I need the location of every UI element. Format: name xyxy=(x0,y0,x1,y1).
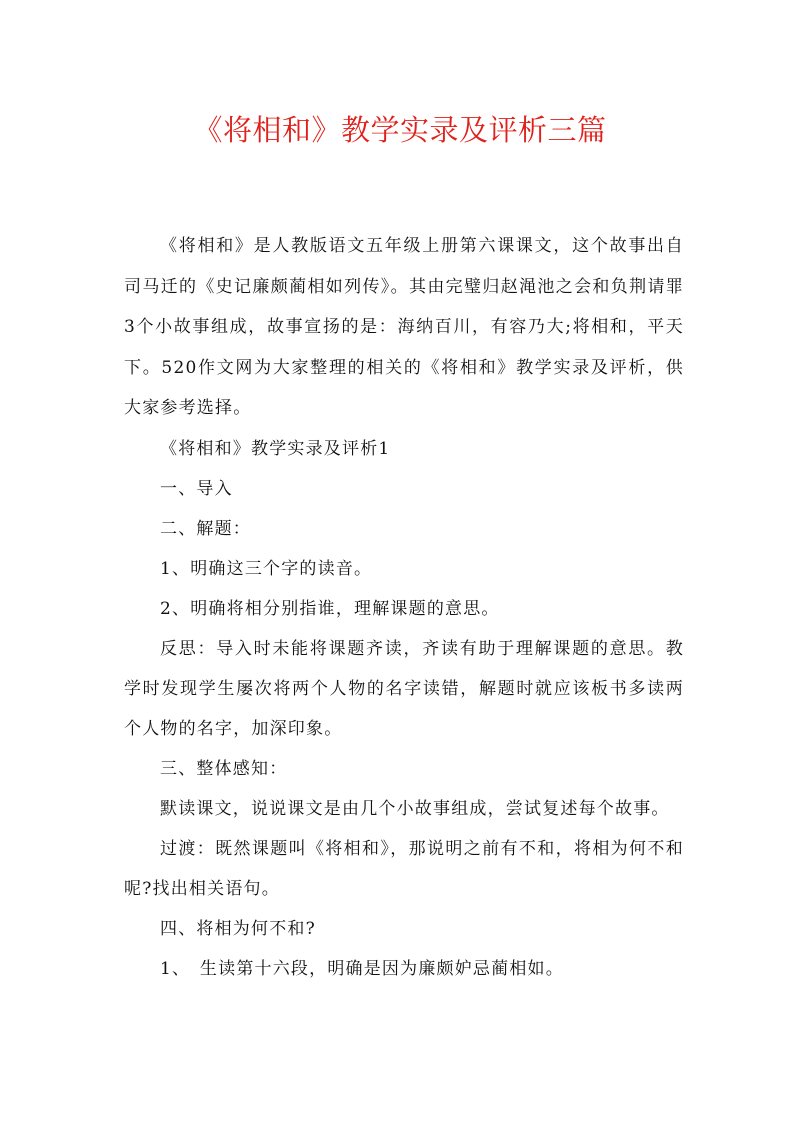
document-body xyxy=(124,226,684,989)
transition-paragraph: 过渡：既然课题叫《将相和》，那说明之前有不和，将相为何不和呢?找出相关语句。 xyxy=(124,838,684,899)
intro-paragraph: 《将相和》是人教版语文五年级上册第六课课文，这个故事出自司马迁的《史记廉颇蔺相如列传》。其由完璧归赵渑池之会和负荆请罪3个小故事组成，故事宣扬的是：海纳百川，有容乃大;将相和，平天下。520作文网为大家整理的相关的《将相和》教学实录及评析，供大家参考选择。 xyxy=(124,236,684,418)
list-item-2: 2、明确将相分别指谁，理解课题的意思。 xyxy=(160,598,500,619)
list-item-3: 1、 生读第十六段，明确是因为廉颇妒忌蔺相如。 xyxy=(160,958,564,979)
step-heading-title-explain: 二、解题： xyxy=(160,518,251,539)
section-heading-1: 《将相和》教学实录及评析1 xyxy=(160,438,391,459)
step-heading-import: 一、导入 xyxy=(160,478,233,499)
reading-task-paragraph: 默读课文，说说课文是由几个小故事组成，尝试复述每个故事。 xyxy=(160,798,670,819)
reflection-paragraph: 反思：导入时未能将课题齐读，齐读有助于理解课题的意思。教学时发现学生屡次将两个人物的名字读错，解题时就应该板书多读两个人物的名字，加深印象。 xyxy=(124,638,684,739)
list-item-1: 1、明确这三个字的读音。 xyxy=(160,558,373,579)
step-heading-overall: 三、整体感知： xyxy=(160,758,288,779)
document-title: 《将相和》教学实录及评析三篇 xyxy=(193,113,607,147)
step-heading-why-discord: 四、将相为何不和? xyxy=(160,918,316,939)
